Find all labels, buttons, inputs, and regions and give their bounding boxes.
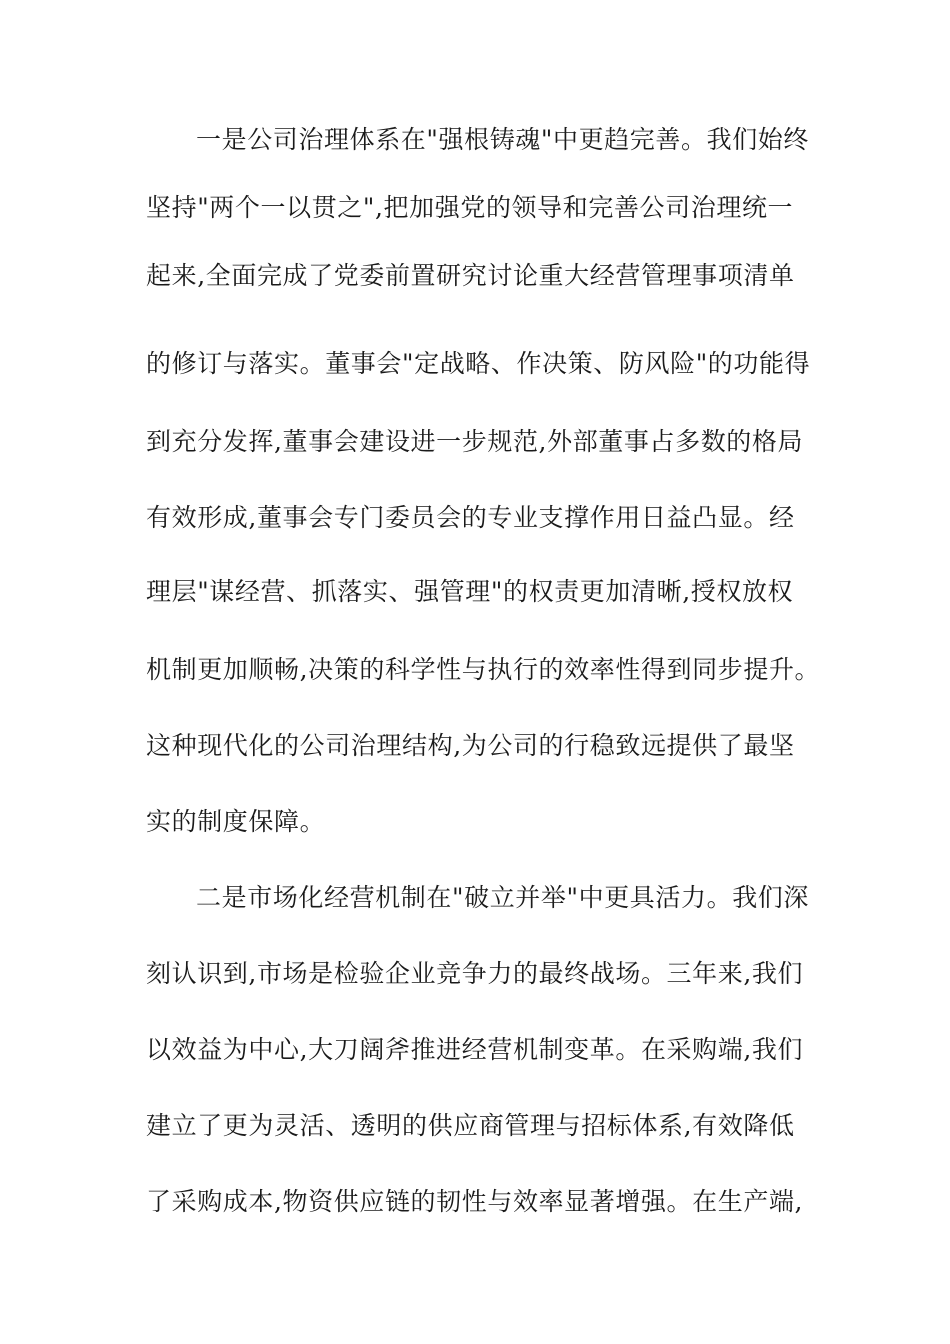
paragraph-1-line-7: 理层"谋经营、抓落实、强管理"的权责更加清晰,授权放权 <box>146 577 794 606</box>
paragraph-1-line-3: 起来,全面完成了党委前置研究讨论重大经营管理事项清单 <box>146 261 795 290</box>
paragraph-1-line-8: 机制更加顺畅,决策的科学性与执行的效率性得到同步提升。 <box>146 655 821 684</box>
paragraph-1-line-1: 一是公司治理体系在"强根铸魂"中更趋完善。我们始终 <box>196 125 809 154</box>
paragraph-1-line-10: 实的制度保障。 <box>146 807 326 836</box>
paragraph-2-line-2: 刻认识到,市场是检验企业竞争力的最终战场。三年来,我们 <box>146 959 804 988</box>
paragraph-2-line-4: 建立了更为灵活、透明的供应商管理与招标体系,有效降低 <box>146 1111 795 1140</box>
paragraph-1-line-5: 到充分发挥,董事会建设进一步规范,外部董事占多数的格局 <box>146 427 804 456</box>
paragraph-2-line-3: 以效益为中心,大刀阔斧推进经营机制变革。在采购端,我们 <box>146 1035 804 1064</box>
paragraph-1-line-9: 这种现代化的公司治理结构,为公司的行稳致远提供了最坚 <box>146 731 795 760</box>
paragraph-1-line-6: 有效形成,董事会专门委员会的专业支撑作用日益凸显。经 <box>146 503 795 532</box>
paragraph-1-line-4: 的修订与落实。董事会"定战略、作决策、防风险"的功能得 <box>146 349 811 378</box>
paragraph-1-line-2: 坚持"两个一以贯之",把加强党的领导和完善公司治理统一 <box>146 193 794 222</box>
paragraph-2-line-1: 二是市场化经营机制在"破立并举"中更具活力。我们深 <box>196 883 809 912</box>
paragraph-2-line-5: 了采购成本,物资供应链的韧性与效率显著增强。在生产端, <box>146 1187 804 1216</box>
